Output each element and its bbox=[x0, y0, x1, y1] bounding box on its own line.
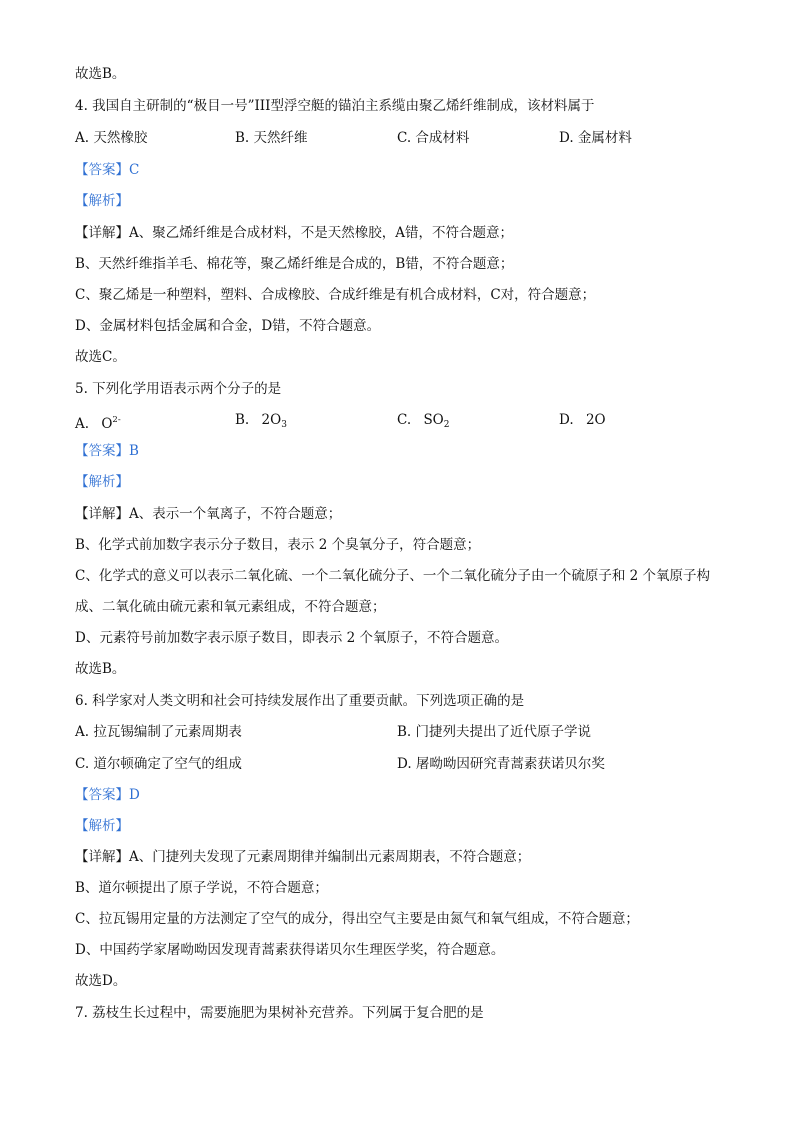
question-4-detail-a: 【详解】A、聚乙烯纤维是合成材料，不是天然橡胶，A错，不符合题意； bbox=[75, 225, 513, 241]
option-c: C. 道尔顿确定了空气的组成 bbox=[75, 756, 242, 772]
question-4-analysis-tag: 【解析】 bbox=[75, 193, 129, 209]
question-4-stem: 4. 我国自主研制的“极目一号”III型浮空艇的锚泊主系缆由聚乙烯纤维制成，该材料属于 bbox=[75, 98, 595, 114]
question-5-stem: 5. 下列化学用语表示两个分子的是 bbox=[75, 381, 282, 397]
question-5-options bbox=[75, 410, 715, 430]
question-5-analysis-tag: 【解析】 bbox=[75, 474, 129, 490]
question-6-detail-d: D、中国药学家屠呦呦因发现青蒿素获得诺贝尔生理医学奖，符合题意。 bbox=[75, 942, 505, 958]
question-6-stem: 6. 科学家对人类文明和社会可持续发展作出了重要贡献。下列选项正确的是 bbox=[75, 693, 525, 709]
question-6-answer: 【答案】D bbox=[75, 787, 140, 803]
option-c bbox=[397, 410, 450, 435]
question-4-detail-b: B、天然纤维指羊毛、棉花等，聚乙烯纤维是合成的，B错，不符合题意； bbox=[75, 256, 514, 272]
option-a bbox=[75, 410, 121, 434]
option-d bbox=[559, 410, 606, 430]
question-4-detail-c: C、聚乙烯是一种塑料，塑料、合成橡胶、合成纤维是有机合成材料，C对，符合题意； bbox=[75, 287, 596, 303]
question-7-stem: 7. 荔枝生长过程中，需要施肥为果树补充营养。下列属于复合肥的是 bbox=[75, 1005, 484, 1021]
question-5-detail-b: B、化学式前加数字表示分子数目，表示 2 个臭氧分子，符合题意； bbox=[75, 537, 481, 553]
question-5-answer: 【答案】B bbox=[75, 443, 139, 459]
option-b bbox=[235, 410, 287, 435]
question-6-analysis-tag: 【解析】 bbox=[75, 818, 129, 834]
question-5-detail-a: 【详解】A、表示一个氧离子，不符合题意； bbox=[75, 506, 342, 522]
option-label: D. bbox=[559, 412, 574, 428]
question-6-detail-b: B、道尔顿提出了原子学说，不符合题意； bbox=[75, 880, 328, 896]
question-6-detail-a: 【详解】A、门捷列夫发现了元素周期律并编制出元素周期表，不符合题意； bbox=[75, 849, 531, 865]
option-a: A. 拉瓦锡编制了元素周期表 bbox=[75, 724, 242, 740]
option-b: B. 天然纤维 bbox=[235, 130, 308, 146]
formula-base: SO bbox=[423, 412, 444, 428]
option-a: A. 天然橡胶 bbox=[75, 130, 148, 146]
previous-conclusion: 故选B。 bbox=[75, 66, 126, 82]
question-6-detail-c: C、拉瓦锡用定量的方法测定了空气的成分，得出空气主要是由氮气和氧气组成，不符合题意； bbox=[75, 911, 639, 927]
question-4-options bbox=[75, 128, 715, 148]
question-6-options-row-2 bbox=[75, 754, 715, 774]
question-5-detail-c-line-2: 成、二氧化硫由硫元素和氧元素组成，不符合题意； bbox=[75, 599, 386, 615]
question-5-detail-d: D、元素符号前加数字表示原子数目，即表示 2 个氧原子，不符合题意。 bbox=[75, 630, 508, 646]
option-d: D. 屠呦呦因研究青蒿素获诺贝尔奖 bbox=[397, 756, 605, 772]
option-label: B. bbox=[235, 412, 250, 428]
question-4-answer: 【答案】C bbox=[75, 162, 140, 178]
question-4-conclusion: 故选C。 bbox=[75, 349, 126, 365]
formula-subscript: 2 bbox=[443, 420, 450, 430]
option-d: D. 金属材料 bbox=[559, 130, 632, 146]
question-5-conclusion: 故选B。 bbox=[75, 661, 126, 677]
formula-superscript: 2- bbox=[112, 415, 121, 425]
question-5-detail-c-line-1: C、化学式的意义可以表示二氧化硫、一个二氧化硫分子、一个二氧化硫分子由一个硫原子和 2 个氧原子构 bbox=[75, 568, 710, 584]
option-b: B. 门捷列夫提出了近代原子学说 bbox=[397, 724, 592, 740]
formula-base: 2O bbox=[585, 412, 606, 428]
formula-subscript: 3 bbox=[281, 420, 287, 430]
question-4-detail-d: D、金属材料包括金属和合金，D错，不符合题意。 bbox=[75, 318, 381, 334]
question-6-conclusion: 故选D。 bbox=[75, 973, 127, 989]
option-label: C. bbox=[397, 412, 412, 428]
option-label: A. bbox=[75, 416, 90, 432]
formula-base: O bbox=[101, 416, 113, 432]
question-6-options-row-1 bbox=[75, 722, 715, 742]
formula-base: 2O bbox=[261, 412, 282, 428]
option-c: C. 合成材料 bbox=[397, 130, 470, 146]
